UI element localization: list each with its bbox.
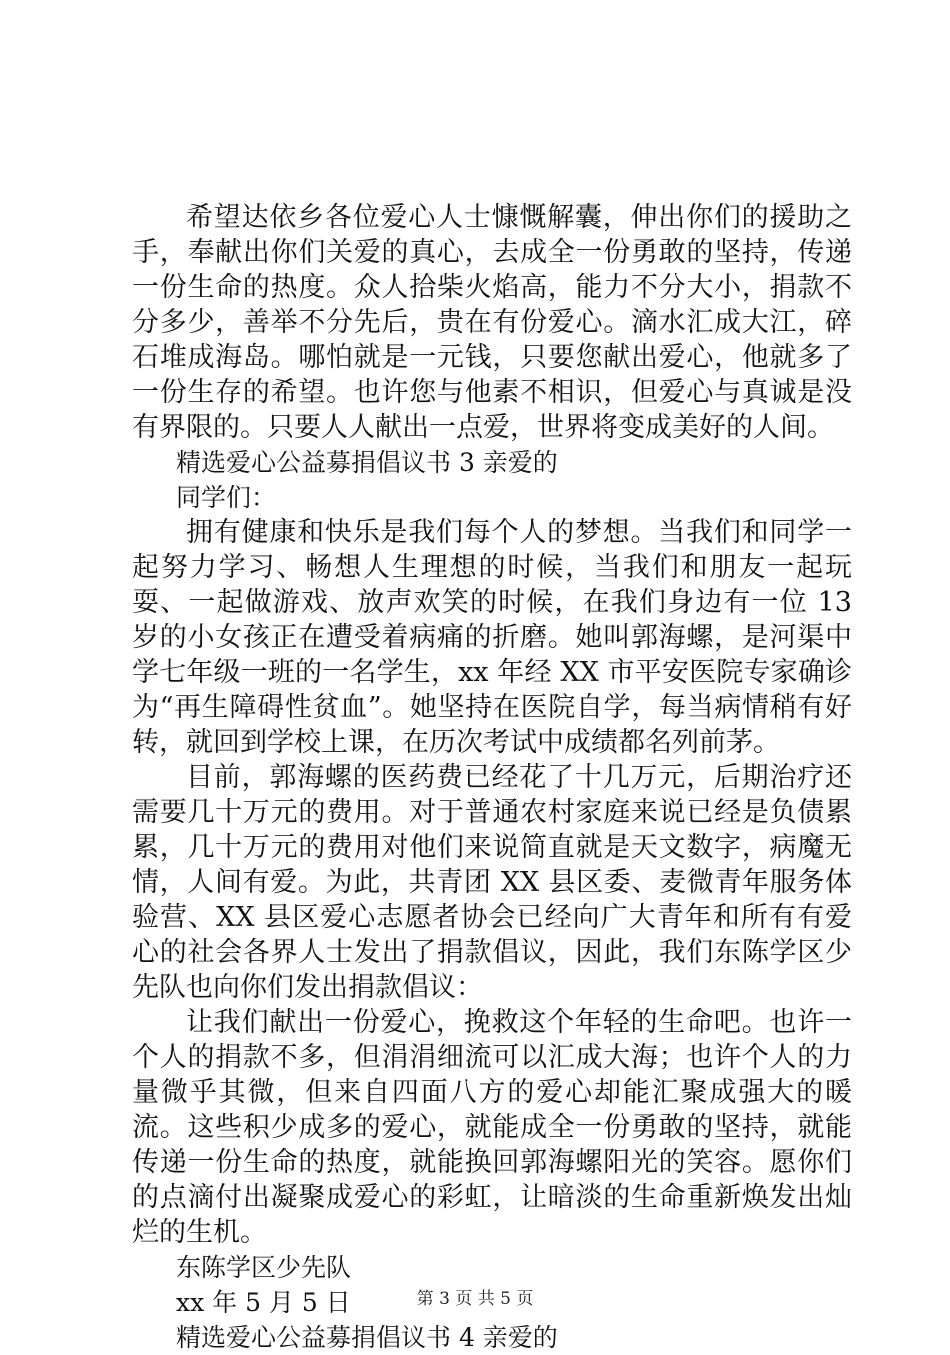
salutation: 同学们：	[176, 483, 277, 512]
paragraph-appeal: 希望达依乡各位爱心人士慷慨解囊，伸出你们的援助之手，奉献出你们关爱的真心，去成全一份勇敢的坚持，传递一份生命的热度。众人拾柴火焰高，能力不分大小，捐款不分多少，善举不分先后，贵在有份爱心。滴水汇成大江，碎石堆成海岛。哪怕就是一元钱，只要您献出爱心，他就多了一份生存的希望。也许您与他素不相识，但爱心与真诚是没有界限的。只要人人献出一点爱，世界将变成美好的人间。	[132, 202, 852, 443]
document-body	[132, 200, 852, 1355]
section-heading-4: 精选爱心公益募捐倡议书 4 亲爱的	[176, 1323, 558, 1352]
section-heading-3: 精选爱心公益募捐倡议书 3 亲爱的	[176, 448, 558, 477]
signature-date: xx 年 5 月 5 日	[176, 1288, 351, 1317]
paragraph-call-to-action: 让我们献出一份爱心，挽救这个年轻的生命吧。也许一个人的捐款不多，但涓涓细流可以汇成大海；也许个人的力量微乎其微，但来自四面八方的爱心却能汇聚成强大的暖流。这些积少成多的爱心，就能成全一份勇敢的坚持，就能传递一份生命的热度，就能换回郭海螺阳光的笑容。愿你们的点滴付出凝聚成爱心的彩虹，让暗淡的生命重新焕发出灿烂的生机。	[132, 1007, 852, 1248]
page-number-footer: 第 3 页 共 5 页	[416, 1289, 534, 1309]
paragraph-story: 拥有健康和快乐是我们每个人的梦想。当我们和同学一起努力学习、畅想人生理想的时候，当我们和朋友一起玩耍、一起做游戏、放声欢笑的时候，在我们身边有一位 13 岁的小女孩正在遭受着病痛的折磨。她叫郭海螺，是河渠中学七年级一班的一名学生，xx 年经 XX 市平安医院专家确诊为“再生障碍性贫血”。她坚持在医院自学，每当病情稍有好转，就回到学校上课，在历次考试中成绩都名列前茅。	[132, 517, 852, 758]
paragraph-cost: 目前，郭海螺的医药费已经花了十几万元，后期治疗还需要几十万元的费用。对于普通农村家庭来说已经是负债累累，几十万元的费用对他们来说简直就是天文数字，病魔无情，人间有爱。为此，共青团 XX 县区委、麦微青年服务体验营、XX 县区爱心志愿者协会已经向广大青年和所有有爱心的社会各界人士发出了捐款倡议，因此，我们东陈学区少先队也向你们发出捐款倡议：	[132, 762, 852, 1003]
signature-organization: 东陈学区少先队	[176, 1253, 352, 1282]
